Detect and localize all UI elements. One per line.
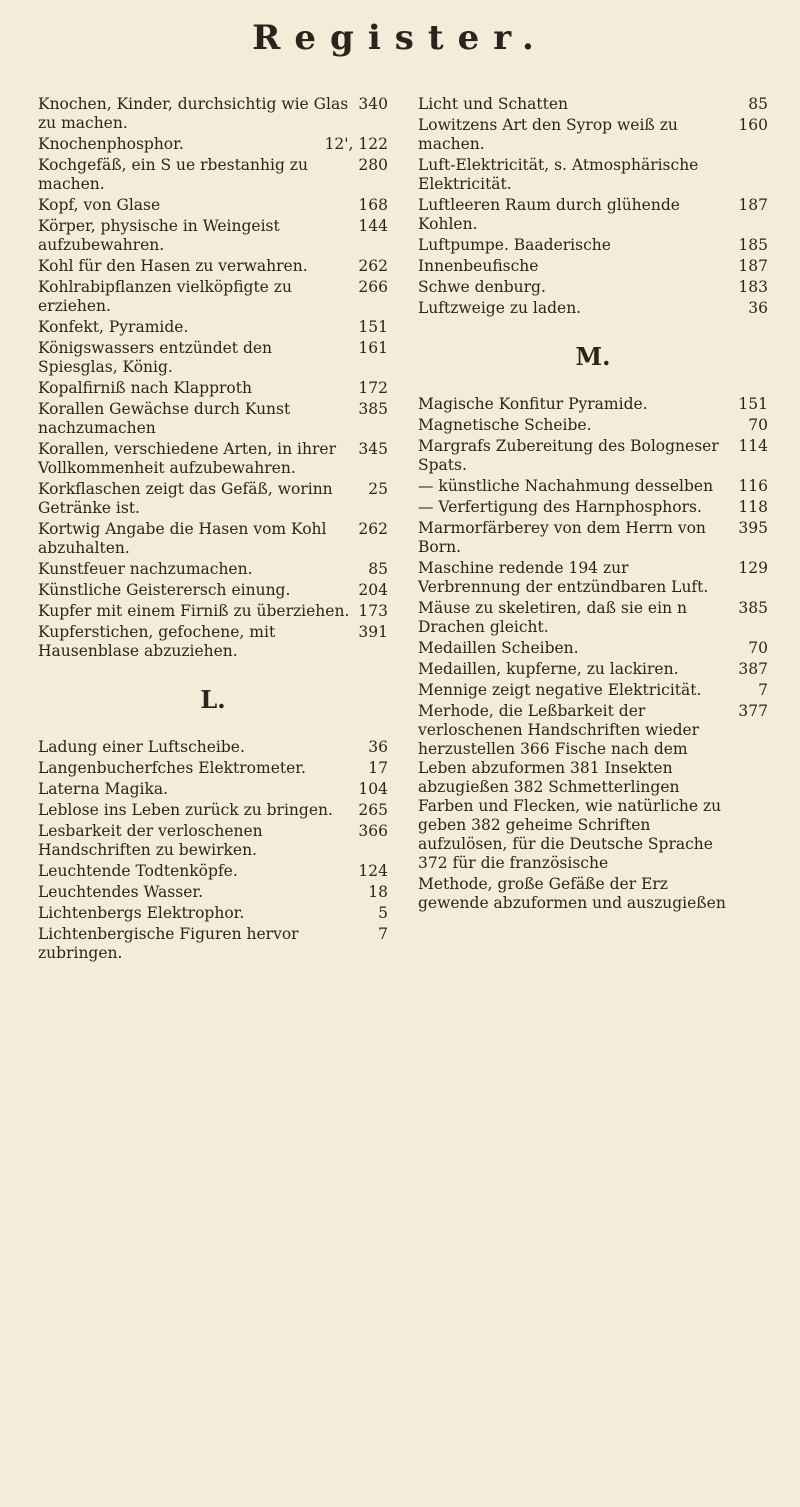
entry-text: Kopalfirniß nach Klapproth [38,379,252,397]
index-entry [38,581,388,600]
entry-page-number: 25 [368,480,388,498]
entry-page-number: 151 [358,318,388,336]
entry-text: — Verfertigung des Harnphosphors. [418,498,702,516]
entry-text: Kochgefäß, ein S ue rbestanhig zu machen. [38,156,308,193]
index-entry [38,801,388,820]
index-entry [38,883,388,902]
index-entry [38,278,388,316]
entry-page-number: 187 [738,257,768,275]
entry-page-number: 129 [738,559,768,577]
entry-text: Ladung einer Luftscheibe. [38,738,245,756]
entry-text: Kunstfeuer nachzumachen. [38,560,253,578]
entry-text: Konfekt, Pyramide. [38,318,189,336]
index-entry [418,416,768,435]
index-entry [38,759,388,778]
entry-text: Marmorfärberey von dem Herrn von Born. [418,519,706,556]
index-entry [38,156,388,194]
entry-page-number: 366 [358,822,388,840]
entry-page-number: 204 [358,581,388,599]
index-entry [418,236,768,255]
index-entry [38,339,388,377]
index-entry [418,395,768,414]
entry-page-number: 160 [738,116,768,134]
entry-text: Schwe denburg. [418,278,546,296]
entry-page-number: 118 [738,498,768,516]
entry-page-number: 377 [738,702,768,720]
entry-text: Lowitzens Art den Syrop weiß zu machen. [418,116,678,153]
index-entry [38,196,388,215]
index-entry [418,559,768,597]
entry-page-number: 187 [738,196,768,214]
entry-page-number: 36 [748,299,768,317]
entry-text: — künstliche Nachahmung desselben [418,477,714,495]
entry-text: Methode, große Gefäße der Erz gewende abzuformen und auszugießen [418,875,726,912]
entry-list-l-cont [418,95,768,318]
entry-text: Merhode, die Leßbarkeit der verloschenen Handschriften wieder herzustellen 366 Fische nach dem Leben abzuformen 381 Insekten abzugießen 382 Schmetterlingen Farben und Flecken, wie natürliche zu geben 382 geheime Schriften aufzulösen, für die Deutsche Sprache 372 für die französische [418,702,722,872]
entry-text: Luftpumpe. Baaderische [418,236,611,254]
index-entry [38,480,388,518]
index-entry [418,95,768,114]
index-entry [38,904,388,923]
entry-text: Laterna Magika. [38,780,169,798]
index-entry [38,318,388,337]
index-entry [38,822,388,860]
entry-text: Mäuse zu skeletiren, daß sie ein n Drachen gleicht. [418,599,687,636]
index-entry [418,299,768,318]
right-column [418,95,768,915]
entry-text: Kupfer mit einem Firniß zu überziehen. [38,602,350,620]
section-letter-l: L. [200,685,226,714]
index-entry [38,217,388,255]
entry-text: Mennige zeigt negative Elektricität. [418,681,702,699]
entry-page-number: 70 [748,639,768,657]
entry-page-number: 280 [358,156,388,174]
index-entry [38,738,388,757]
entry-text: Margrafs Zubereitung des Bologneser Spats. [418,437,719,474]
entry-text: Medaillen, kupferne, zu lackiren. [418,660,679,678]
index-entry [418,278,768,297]
entry-text: Kortwig Angabe die Hasen vom Kohl abzuhalten. [38,520,327,557]
entry-page-number: 172 [358,379,388,397]
index-entry [38,135,388,154]
entry-page-number: 70 [748,416,768,434]
index-entry [418,116,768,154]
entry-page-number: 17 [368,759,388,777]
index-entry [38,602,388,621]
entry-text: Innenbeufische [418,257,539,275]
index-entry [38,440,388,478]
entry-text: Licht und Schatten [418,95,569,113]
index-entry [38,560,388,579]
entry-text: Korkflaschen zeigt das Gefäß, worinn Getränke ist. [38,480,333,517]
entry-page-number: 168 [358,196,388,214]
entry-page-number: 124 [358,862,388,880]
index-entry [418,519,768,557]
entry-text: Leuchtende Todtenköpfe. [38,862,238,880]
entry-page-number: 183 [738,278,768,296]
entry-text: Königswassers entzündet den Spiesglas, König. [38,339,273,376]
entry-page-number: 265 [358,801,388,819]
entry-text: Maschine redende 194 zur Verbrennung der entzündbaren Luft. [418,559,709,596]
entry-page-number: 18 [368,883,388,901]
entry-page-number: 262 [358,520,388,538]
entry-text: Leblose ins Leben zurück zu bringen. [38,801,333,819]
entry-list-m [418,395,768,913]
index-entry [418,702,768,873]
entry-page-number: 144 [358,217,388,235]
index-entry [38,520,388,558]
entry-text: Kohlrabipflanzen vielköpfigte zu erziehen. [38,278,292,315]
entry-page-number: 104 [358,780,388,798]
entry-text: Langenbucherfches Elektrometer. [38,759,306,777]
entry-text: Luftleeren Raum durch glühende Kohlen. [418,196,680,233]
entry-text: Korallen Gewächse durch Kunst nachzumachen [38,400,291,437]
entry-page-number: 391 [358,623,388,641]
index-entry [418,156,768,194]
left-column [38,95,388,965]
entry-page-number: 114 [738,437,768,455]
index-entry [38,95,388,133]
entry-page-number: 5 [378,904,388,922]
entry-page-number: 161 [358,339,388,357]
entry-text: Magische Konfitur Pyramide. [418,395,648,413]
entry-text: Knochen, Kinder, durchsichtig wie Glas zu machen. [38,95,349,132]
entry-page-number: 151 [738,395,768,413]
index-entry [38,925,388,963]
index-entry [418,681,768,700]
index-entry [418,196,768,234]
entry-list-k [38,95,388,661]
entry-text: Künstliche Geisterersch einung. [38,581,291,599]
entry-page-number: 36 [368,738,388,756]
entry-text: Kopf, von Glase [38,196,161,214]
index-entry [418,257,768,276]
entry-text: Magnetische Scheibe. [418,416,592,434]
entry-text: Luftzweige zu laden. [418,299,582,317]
index-entry [38,400,388,438]
entry-text: Kohl für den Hasen zu verwahren. [38,257,308,275]
index-entry [38,862,388,881]
entry-page-number: 12', 122 [324,135,388,153]
entry-page-number: 7 [378,925,388,943]
entry-text: Lesbarkeit der verloschenen Handschriften zu bewirken. [38,822,263,859]
entry-text: Körper, physische in Weingeist aufzubewahren. [38,217,280,254]
entry-text: Knochenphosphor. [38,135,184,153]
entry-page-number: 395 [738,519,768,537]
entry-page-number: 185 [738,236,768,254]
index-entry [418,660,768,679]
index-entry [38,379,388,398]
entry-text: Lichtenbergs Elektrophor. [38,904,245,922]
index-entry [418,477,768,496]
entry-page-number: 385 [358,400,388,418]
entry-page-number: 7 [758,681,768,699]
entry-page-number: 85 [748,95,768,113]
entry-text: Medaillen Scheiben. [418,639,579,657]
entry-page-number: 262 [358,257,388,275]
entry-text: Leuchtendes Wasser. [38,883,204,901]
index-entry [418,599,768,637]
index-entry [38,257,388,276]
entry-text: Luft-Elektricität, s. Atmosphärische Elektricität. [418,156,699,193]
section-letter-m: M. [575,342,611,371]
entry-page-number: 266 [358,278,388,296]
entry-page-number: 173 [358,602,388,620]
entry-page-number: 340 [358,95,388,113]
index-entry [38,623,388,661]
entry-text: Kupferstichen, gefochene, mit Hausenblase abzuziehen. [38,623,276,660]
index-entry [418,639,768,658]
entry-page-number: 85 [368,560,388,578]
entry-page-number: 385 [738,599,768,617]
entry-page-number: 116 [738,477,768,495]
entry-page-number: 345 [358,440,388,458]
entry-list-l [38,738,388,963]
page-header: Register. [252,18,548,58]
index-entry [418,498,768,517]
index-entry [418,875,768,913]
index-entry [418,437,768,475]
entry-text: Lichtenbergische Figuren hervor zubringen. [38,925,299,962]
entry-page-number: 387 [738,660,768,678]
entry-text: Korallen, verschiedene Arten, in ihrer Vollkommenheit aufzubewahren. [38,440,336,477]
index-entry [38,780,388,799]
